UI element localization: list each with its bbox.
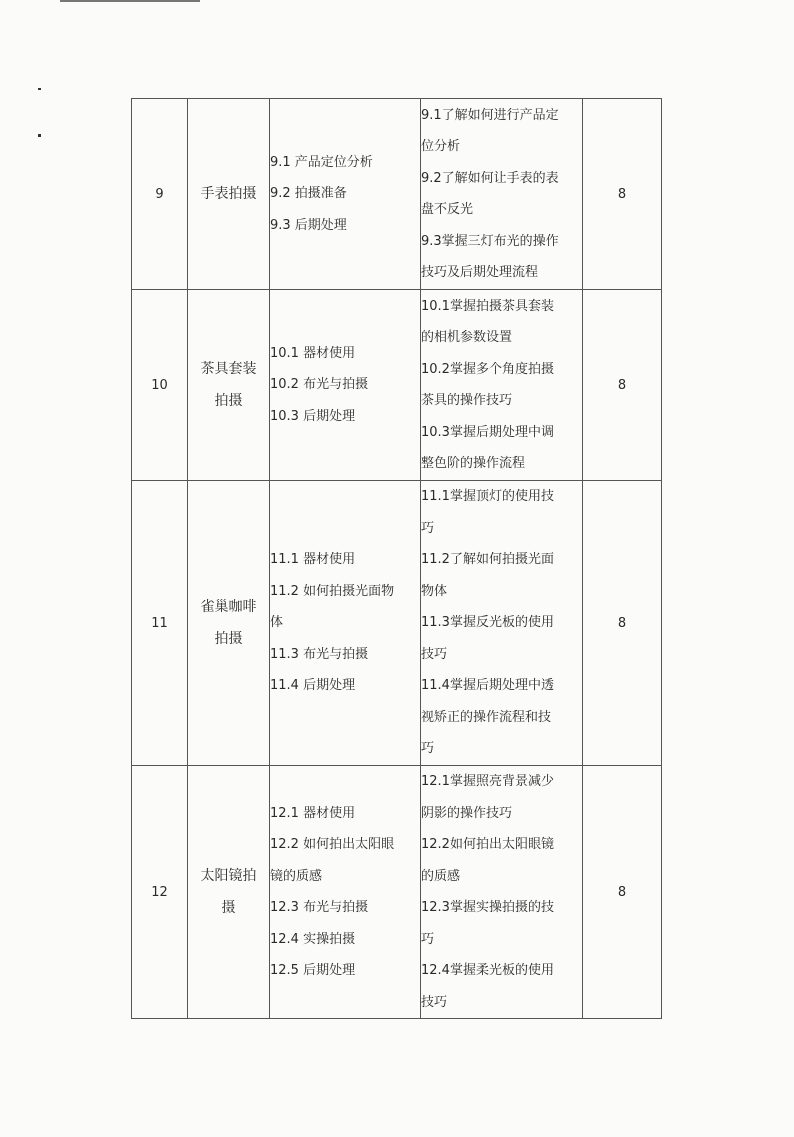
goal-line: 物体 (421, 583, 448, 599)
content-line: 11.2 如何拍摄光面物 (270, 583, 395, 599)
goal-line: 12.2如何拍出太阳眼镜 (421, 837, 554, 852)
module-content (270, 481, 421, 766)
content-line: 9.3 后期处理 (270, 217, 347, 233)
content-line: 11.1 器材使用 (270, 552, 356, 568)
row-number: 12 (132, 766, 188, 1019)
content-line: 12.3 布光与拍摄 (270, 900, 369, 915)
goal-line: 技巧 (421, 646, 448, 662)
goal-line: 茶具的操作技巧 (421, 393, 513, 408)
goal-line: 12.3掌握实操拍摄的技 (421, 900, 554, 915)
module-goals (421, 99, 583, 290)
goal-line: 视矫正的操作流程和技 (421, 709, 552, 725)
goal-line: 巧 (421, 931, 435, 947)
module-goals (421, 766, 583, 1019)
content-line: 镜的质感 (270, 868, 323, 884)
module-goals (421, 290, 583, 481)
content-line: 9.1 产品定位分析 (270, 154, 373, 170)
goal-line: 10.2掌握多个角度拍摄 (421, 361, 554, 377)
goal-line: 12.1掌握照亮背景减少 (421, 774, 554, 789)
module-content (270, 99, 421, 290)
content-line: 体 (270, 615, 284, 631)
module-content (270, 290, 421, 481)
class-hours: 8 (583, 766, 662, 1019)
content-line: 11.3 布光与拍摄 (270, 646, 369, 662)
goal-line: 的质感 (421, 868, 461, 884)
module-title (188, 481, 270, 766)
goal-line: 阴影的操作技巧 (421, 805, 513, 821)
goal-line: 11.4掌握后期处理中透 (421, 678, 554, 694)
row-number: 10 (132, 290, 188, 481)
content-line: 12.1 器材使用 (270, 805, 356, 821)
module-title-text: 太阳镜拍摄 (200, 868, 257, 916)
goal-line: 11.1掌握顶灯的使用技 (421, 489, 554, 505)
module-title-text: 雀巢咖啡拍摄 (200, 599, 257, 647)
class-hours: 8 (583, 481, 662, 766)
module-title-text: 茶具套装拍摄 (200, 361, 257, 409)
module-title (188, 766, 270, 1019)
goal-line: 9.1了解如何进行产品定 (421, 107, 559, 123)
content-line: 12.2 如何拍出太阳眼 (270, 837, 395, 852)
content-line: 12.4 实操拍摄 (270, 931, 356, 947)
class-hours: 8 (583, 290, 662, 481)
scan-speck (38, 134, 41, 137)
row-number: 9 (132, 99, 188, 290)
goal-line: 10.1掌握拍摄茶具套装 (421, 298, 554, 314)
goal-line: 盘不反光 (421, 202, 474, 217)
table-row (132, 99, 662, 290)
goal-line: 10.3掌握后期处理中调 (421, 424, 554, 440)
goal-line: 技巧及后期处理流程 (421, 265, 539, 280)
content-line: 11.4 后期处理 (270, 678, 356, 694)
goal-line: 巧 (421, 520, 435, 536)
module-content (270, 766, 421, 1019)
class-hours: 8 (583, 99, 662, 290)
module-goals (421, 481, 583, 766)
scan-speck (38, 88, 41, 90)
goal-line: 位分析 (421, 139, 461, 154)
table-row (132, 481, 662, 766)
module-title-text: 手表拍摄 (200, 186, 257, 202)
module-title (188, 290, 270, 481)
content-line: 12.5 后期处理 (270, 963, 356, 978)
module-title (188, 99, 270, 290)
goal-line: 技巧 (421, 994, 448, 1010)
goal-line: 11.2了解如何拍摄光面 (421, 552, 554, 568)
goal-line: 巧 (421, 741, 435, 757)
goal-line: 的相机参数设置 (421, 330, 513, 345)
goal-line: 整色阶的操作流程 (421, 456, 526, 471)
goal-line: 9.2了解如何让手表的表 (421, 170, 559, 186)
content-line: 10.2 布光与拍摄 (270, 377, 369, 393)
table-row (132, 766, 662, 1019)
table-row (132, 290, 662, 481)
goal-line: 11.3掌握反光板的使用 (421, 615, 554, 631)
goal-line: 9.3掌握三灯布光的操作 (421, 233, 559, 249)
goal-line: 12.4掌握柔光板的使用 (421, 963, 554, 978)
row-number: 11 (132, 481, 188, 766)
content-line: 9.2 拍摄准备 (270, 186, 347, 202)
content-line: 10.3 后期处理 (270, 408, 356, 424)
course-table (131, 98, 662, 1019)
top-border-rule (60, 0, 200, 2)
content-line: 10.1 器材使用 (270, 345, 356, 361)
